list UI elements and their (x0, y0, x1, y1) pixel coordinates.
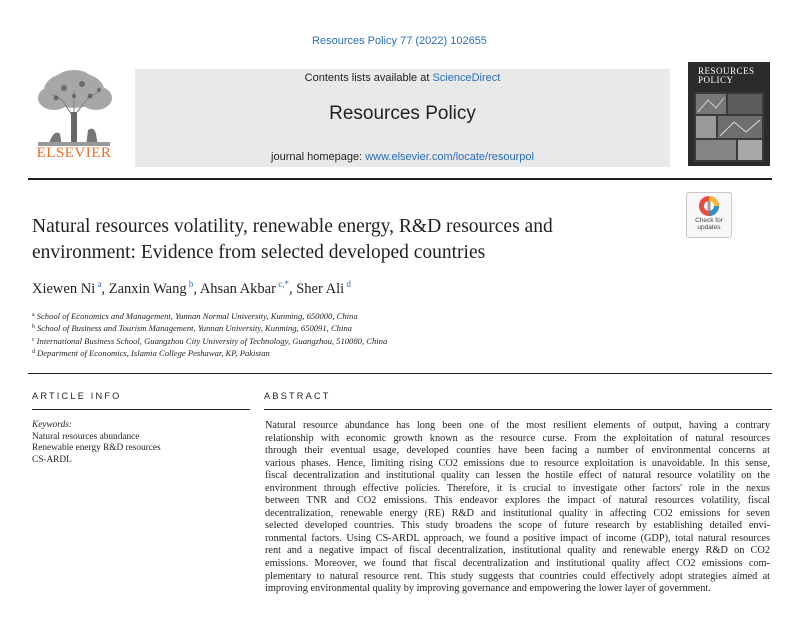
affiliation-marker: b (32, 324, 35, 331)
author-name[interactable]: Ahsan Akbar (199, 281, 276, 297)
affiliation-text: School of Economics and Management, Yunnan Normal University, Kunming, 650000, China (36, 311, 358, 321)
check-updates-line2: updates (697, 224, 721, 231)
cover-title (698, 67, 768, 85)
affiliation-item (32, 310, 632, 322)
article-info-heading: ARTICLE INFO (32, 391, 122, 401)
affiliation-item (32, 322, 632, 334)
abstract-line: rent and a negative impact of fiscal decentralization, institutional quality and renewable energy R&D on CO2 (265, 545, 770, 557)
author-affiliation-marker[interactable]: b (186, 279, 194, 289)
affiliation-text: School of Business and Tourism Management, Yunnan University, Kunming, 650091, China (37, 323, 352, 334)
elsevier-wordmark: ELSEVIER (36, 145, 112, 161)
author-affiliation-marker[interactable]: d (344, 279, 351, 289)
affiliation-list (32, 310, 632, 360)
sciencedirect-link[interactable]: ScienceDirect (432, 72, 501, 84)
keyword-list (32, 432, 250, 467)
affiliation-marker: a (32, 312, 35, 318)
author-name[interactable]: Xiewen Ni (32, 281, 96, 297)
elsevier-tree-icon (34, 68, 114, 146)
keywords-label: Keywords: (32, 420, 72, 430)
abstract-line: relationship with economic growth known as the resource curse. From the exploitation of natural resources (265, 432, 770, 444)
keyword-item: Renewable energy R&D resources (32, 443, 161, 454)
author-affiliation-marker[interactable]: c,* (275, 279, 289, 289)
abstract-line: plementary to natural resource rent. This study suggests that countries could effectively adopt strategies aimed at (265, 570, 770, 582)
elsevier-logo[interactable] (28, 68, 120, 166)
homepage-prefix: journal homepage: (271, 151, 366, 163)
journal-cover[interactable] (688, 62, 770, 166)
abstract-heading: ABSTRACT (264, 391, 331, 401)
abstract-line: improving environmental quality by improving governance and empowering the lower layer of government. (265, 583, 711, 595)
journal-banner (135, 69, 670, 167)
abstract-line: ronmental factors. Using CS-ARDL approach, we found a positive impact of income (GDP), total natural resources (265, 532, 770, 544)
affiliation-marker: c (32, 336, 35, 343)
keyword-item: Natural resources abundance (32, 431, 140, 442)
abstract-line: Natural resource abundance has long been one of the most resilient elements of output, having a contrary (265, 420, 770, 431)
homepage-link[interactable]: www.elsevier.com/locate/resourpol (365, 151, 534, 163)
article-title: Natural resources volatility, renewable energy, R&D resources and environment: Evidence from selected developed countries (32, 216, 553, 263)
abstract-rule (264, 409, 772, 410)
section-rule (28, 373, 772, 374)
abstract-line: between TNR and CO2 emissions. This endeavor explores the impact of natural resources volatility, fiscal (265, 495, 770, 507)
homepage-line (135, 151, 670, 163)
article-info-rule (32, 409, 250, 410)
abstract-line: decentralization, renewable energy (RE) R&D and institutional quality in affecting CO2 emissions for seven (265, 507, 770, 519)
author-affiliation-marker[interactable]: a (95, 279, 102, 289)
author-name[interactable]: Zanxin Wang (108, 281, 187, 297)
affiliation-item (32, 347, 632, 359)
affiliation-text: International Business School, Guangzhou City University of Technology, Guangzhou, 510080, China (36, 335, 388, 346)
author-separator: , (288, 281, 297, 297)
abstract-line: fiscal decentralization and institutional quality can lessen the hostile effect of natural resource volatility on the (265, 470, 770, 482)
abstract-line: emissions. Moreover, we found that fiscal decentralization and institutional quality affect CO2 emissions com- (265, 558, 770, 570)
author-separator: , (101, 281, 109, 297)
keywords-block (32, 420, 250, 466)
journal-name[interactable]: Resources Policy (329, 103, 476, 124)
cover-title-line2: POLICY (698, 75, 734, 85)
keyword-item: CS-ARDL (32, 454, 72, 465)
header-rule (28, 178, 772, 180)
cover-title-line1: RESOURCES (698, 66, 755, 76)
crossmark-icon (698, 195, 720, 217)
journal-citation[interactable]: Resources Policy 77 (2022) 102655 (312, 35, 487, 47)
check-for-updates-button[interactable] (686, 192, 732, 238)
author-list (32, 279, 351, 298)
abstract-line: selected developed countries. This study broadens the scope of future research by establishing detailed envi- (265, 520, 770, 532)
abstract-text (265, 420, 770, 596)
abstract-line: through their eventual usage, developed counties have been facing a number of environmental concerns at (265, 445, 770, 457)
affiliation-text: Department of Economics, Islamia College Peshawar, KP, Pakistan (37, 348, 270, 359)
cover-image (694, 92, 764, 162)
check-for-updates-label (687, 217, 731, 231)
contents-prefix: Contents lists available at (304, 72, 433, 84)
contents-line (135, 72, 670, 84)
affiliation-item (32, 335, 632, 347)
author-separator: , (193, 281, 200, 297)
abstract-line: various phases. Hence, limiting rising CO2 emissions due to resource exploitation is unavoidable. In this sense, (265, 457, 770, 469)
check-updates-line1: Check for (695, 217, 723, 224)
author-name[interactable]: Sher Ali (296, 281, 345, 297)
abstract-line: environment through effective policies. Therefore, it is crucial to investigate other factors' role in the nexus (265, 482, 770, 494)
affiliation-marker: d (32, 349, 35, 356)
